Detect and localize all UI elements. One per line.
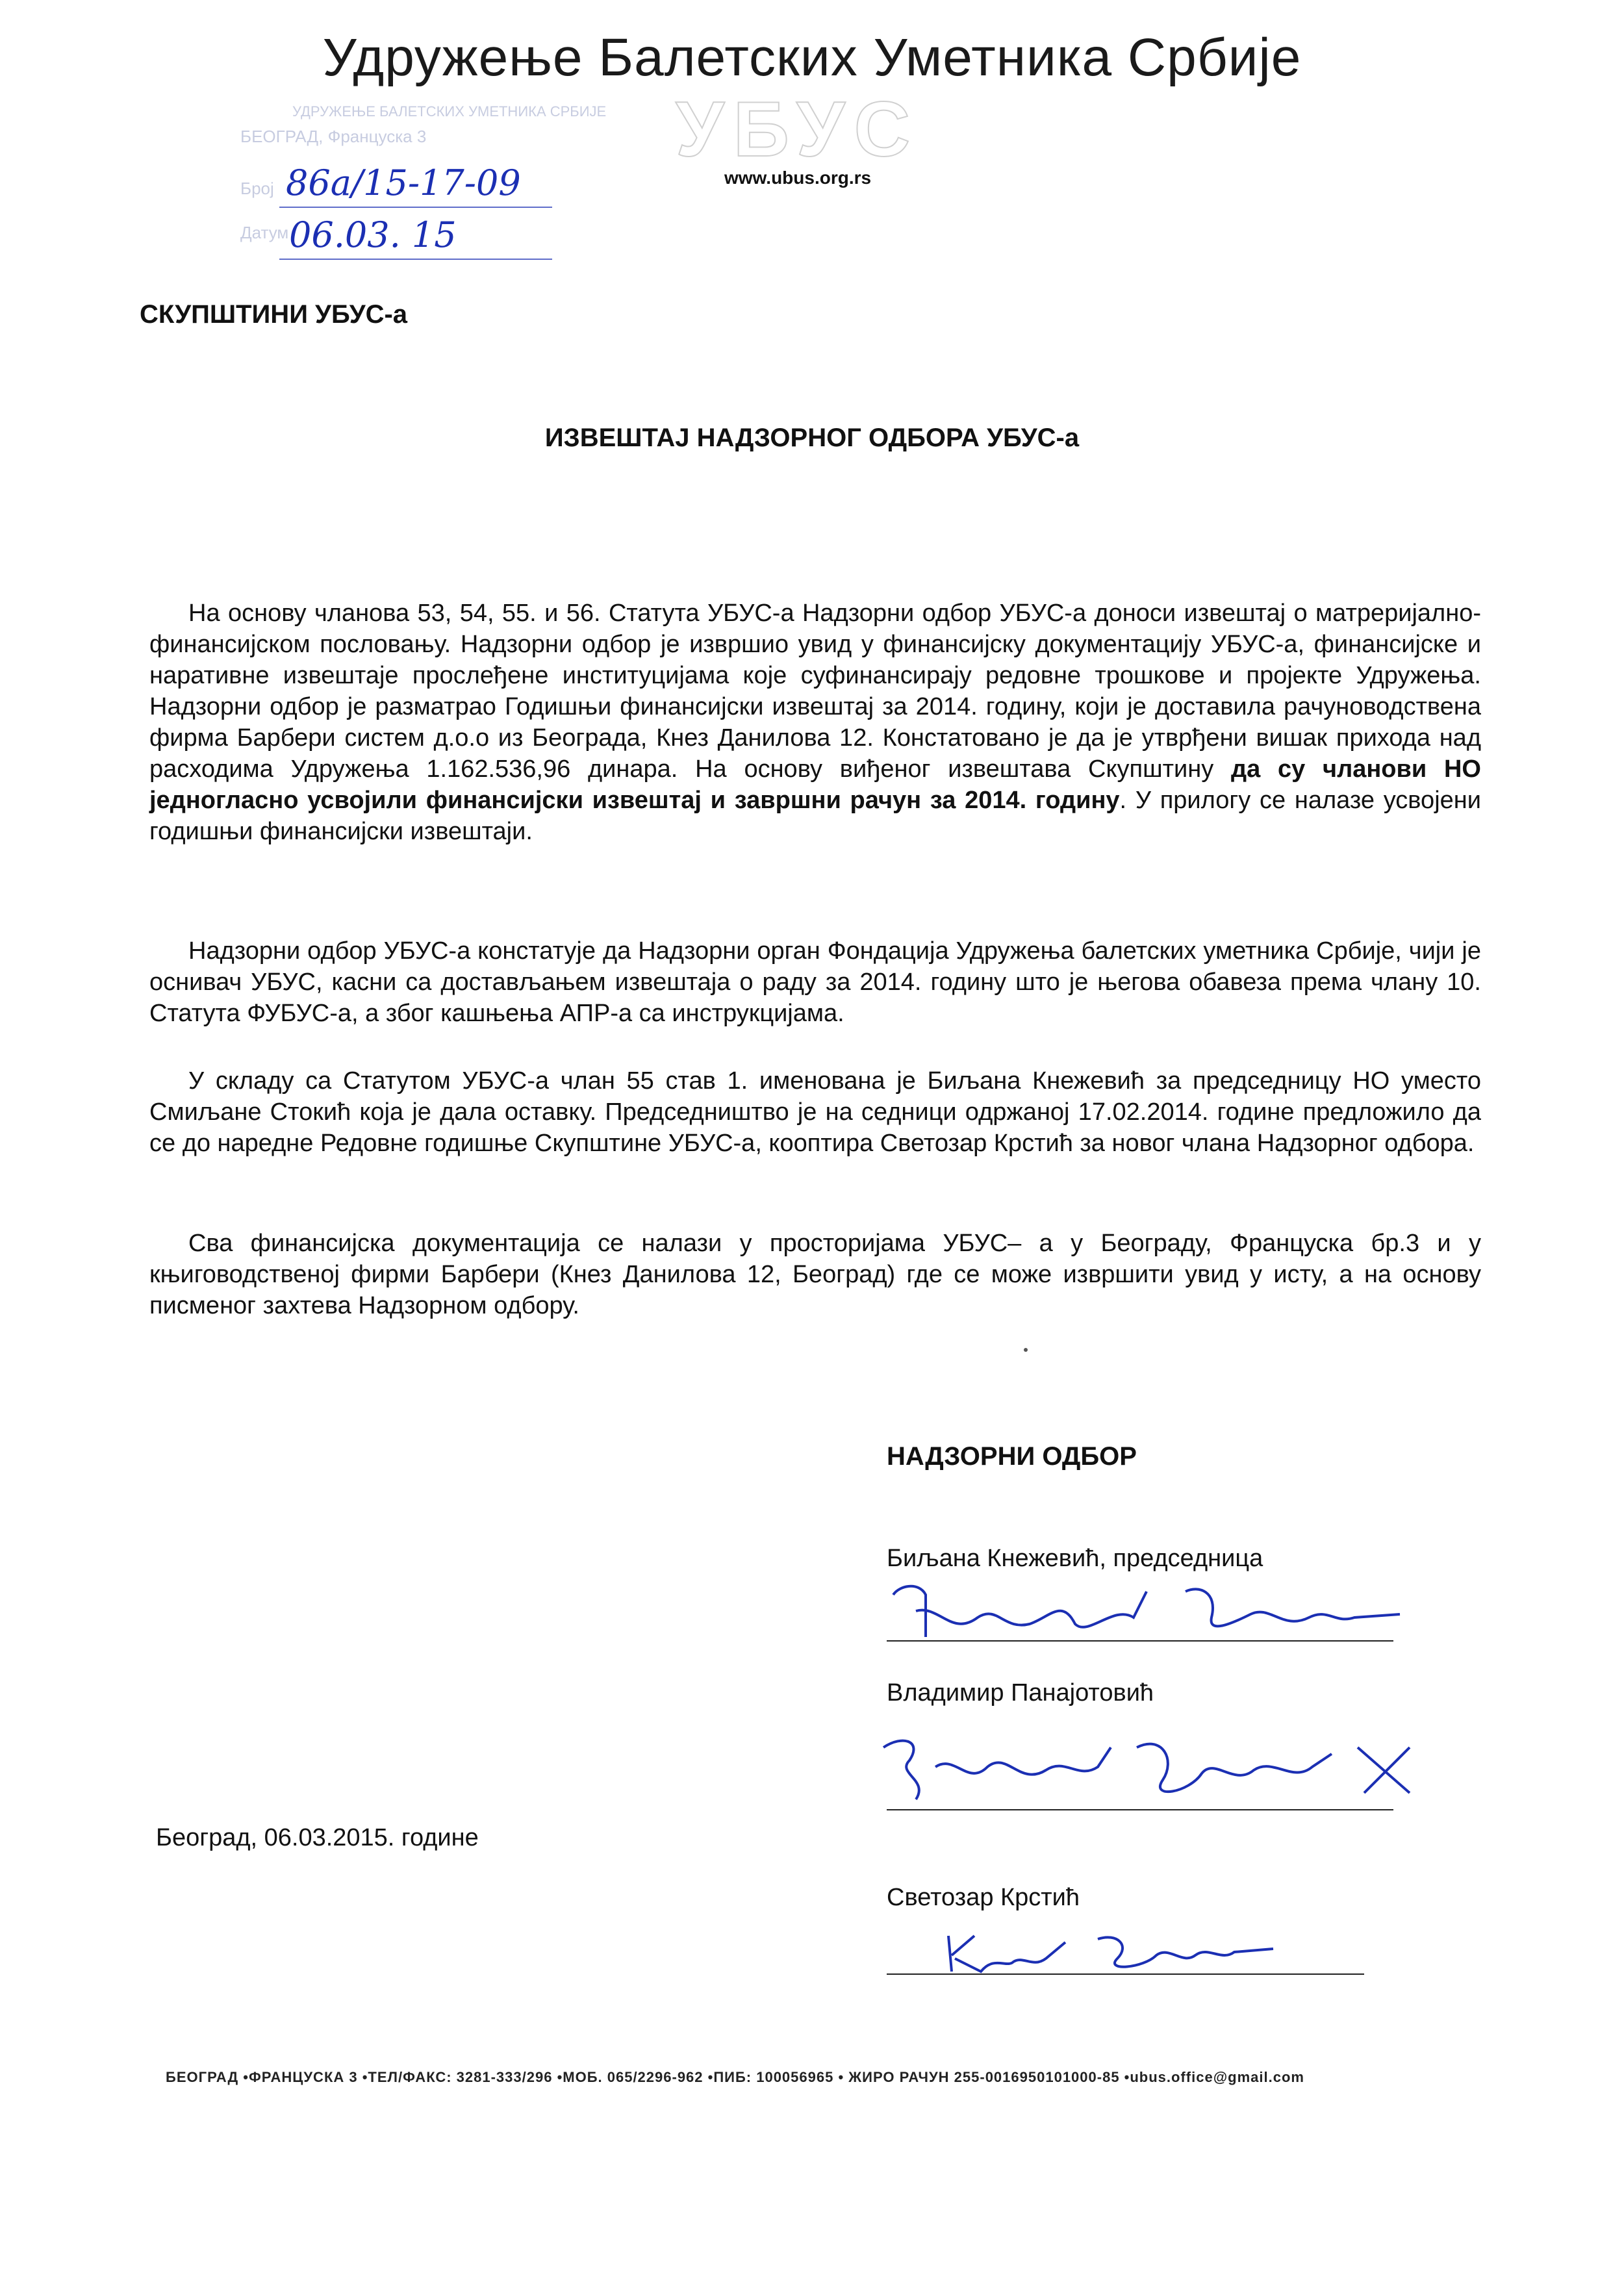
organization-name: Удружење Балетских Уметника Србије — [322, 28, 1302, 87]
signature-line — [887, 1640, 1393, 1642]
committee-heading: НАДЗОРНИ ОДБОР — [887, 1442, 1137, 1471]
signature-chair — [880, 1579, 1432, 1650]
handwritten-date: 06.03. 15 — [289, 214, 457, 255]
handwritten-reference-number: 86а/15-17-09 — [286, 162, 521, 203]
member-name-chair: Биљана Кнежевић, председница — [887, 1545, 1263, 1572]
stamp-line-org: УДРУЖЕЊЕ БАЛЕТСКИХ УМЕТНИКА СРБИЈЕ — [292, 103, 607, 120]
recipient: СКУПШТИНИ УБУС-а — [140, 300, 408, 329]
paragraph-text: На основу чланова 53, 54, 55. и 56. Статута УБУС-а Надзорни одбор УБУС-а доноси извештај о матреријално-финансијском пословању. Надзорни одбор је извршио увид у финансијску документацију УБУС-а, финансијске и наративне извештаје прослеђене институцијама које суфинансирају редовне трошкове и пројекте Удружења. Надзорни одбор је разматрао Годишњи финансијски извештај за 2014. годину, који је доставила рачуноводствена фирма Барбери систем д.о.о из Београда, Кнез Данилова 12. Констатовано је да је утврђени вишак прихода над расходима Удружења 1.162.536,96 динара. На основу виђеног извештава Скупштину — [149, 600, 1481, 783]
paragraph-text: Надзорни одбор УБУС-а констатује да Надзорни орган Фондација Удружења балетских уметника Србије, чији је оснивач УБУС, касни са достављањем извештаја о раду за 2014. годину што је његова обавеза према члану 10. Статута ФУБУС-а, а због кашњења АПР-а са инструкцијама. — [149, 937, 1481, 1027]
website-url: www.ubus.org.rs — [724, 168, 872, 188]
place-and-date: Београд, 06.03.2015. године — [156, 1824, 479, 1851]
stamp-underline — [279, 207, 552, 208]
paragraph-text: Сва финансијска документација се налази у просторијама УБУС– а у Београду, Француска бр.3 и у књиговодственој фирми Барбери (Кнез Данилова 12, Београд) где се може извршити увид у исту, а на основу писменог захтева Надзорном одбору. — [149, 1230, 1481, 1319]
stamp-underline — [279, 259, 552, 260]
paragraph-bold-text: да су чланови НО једногласно усвојили финансијски извештај и завршни рачун за 2014. годину — [149, 755, 1481, 814]
paragraph-text: У складу са Статутом УБУС-а члан 55 став 1. именована је Биљана Кнежевић за председницу НО уместо Смиљане Стокић која је дала оставку. Председништво је на седници одржаној 17.02.2014. године предложило да се до наредне Редовне годишње Скупштине УБУС-а, кооптира Светозар Крстић за новог члана Надзорног одбора. — [149, 1067, 1481, 1157]
logo-watermark: УБУС — [676, 86, 920, 173]
signature-member-3 — [935, 1923, 1299, 1981]
body-paragraph-2 — [149, 935, 1481, 1029]
stamp-line-number: Број — [240, 179, 274, 198]
stamp-line-address: БЕОГРАД, Француска 3 — [240, 127, 427, 146]
member-name-3: Светозар Крстић — [887, 1884, 1080, 1911]
signature-line — [887, 1809, 1393, 1810]
member-name-2: Владимир Панајотовић — [887, 1679, 1154, 1706]
paragraph-text: . У прилогу се налазе усвојени годишњи финансијски извештаји. — [149, 787, 1481, 845]
body-paragraph-3 — [149, 1065, 1481, 1159]
footer-contact-info: БЕОГРАД •ФРАНЦУСКА 3 •ТЕЛ/ФАКС: 3281-333/296 •МОБ. 065/2296-962 •ПИБ: 100056965 • ЖИРО РАЧУН 255-0016950101000-85 •ubus.office@gmail.com — [166, 2069, 1304, 2085]
document-title: ИЗВЕШТАЈ НАДЗОРНОГ ОДБОРА УБУС-а — [544, 424, 1080, 452]
scan-speck — [1024, 1348, 1028, 1352]
body-paragraph-1 — [149, 598, 1481, 847]
signature-member-2 — [864, 1721, 1449, 1819]
stamp-line-date: Датум — [240, 223, 289, 242]
body-paragraph-4 — [149, 1228, 1481, 1321]
signature-line — [887, 1973, 1364, 1975]
